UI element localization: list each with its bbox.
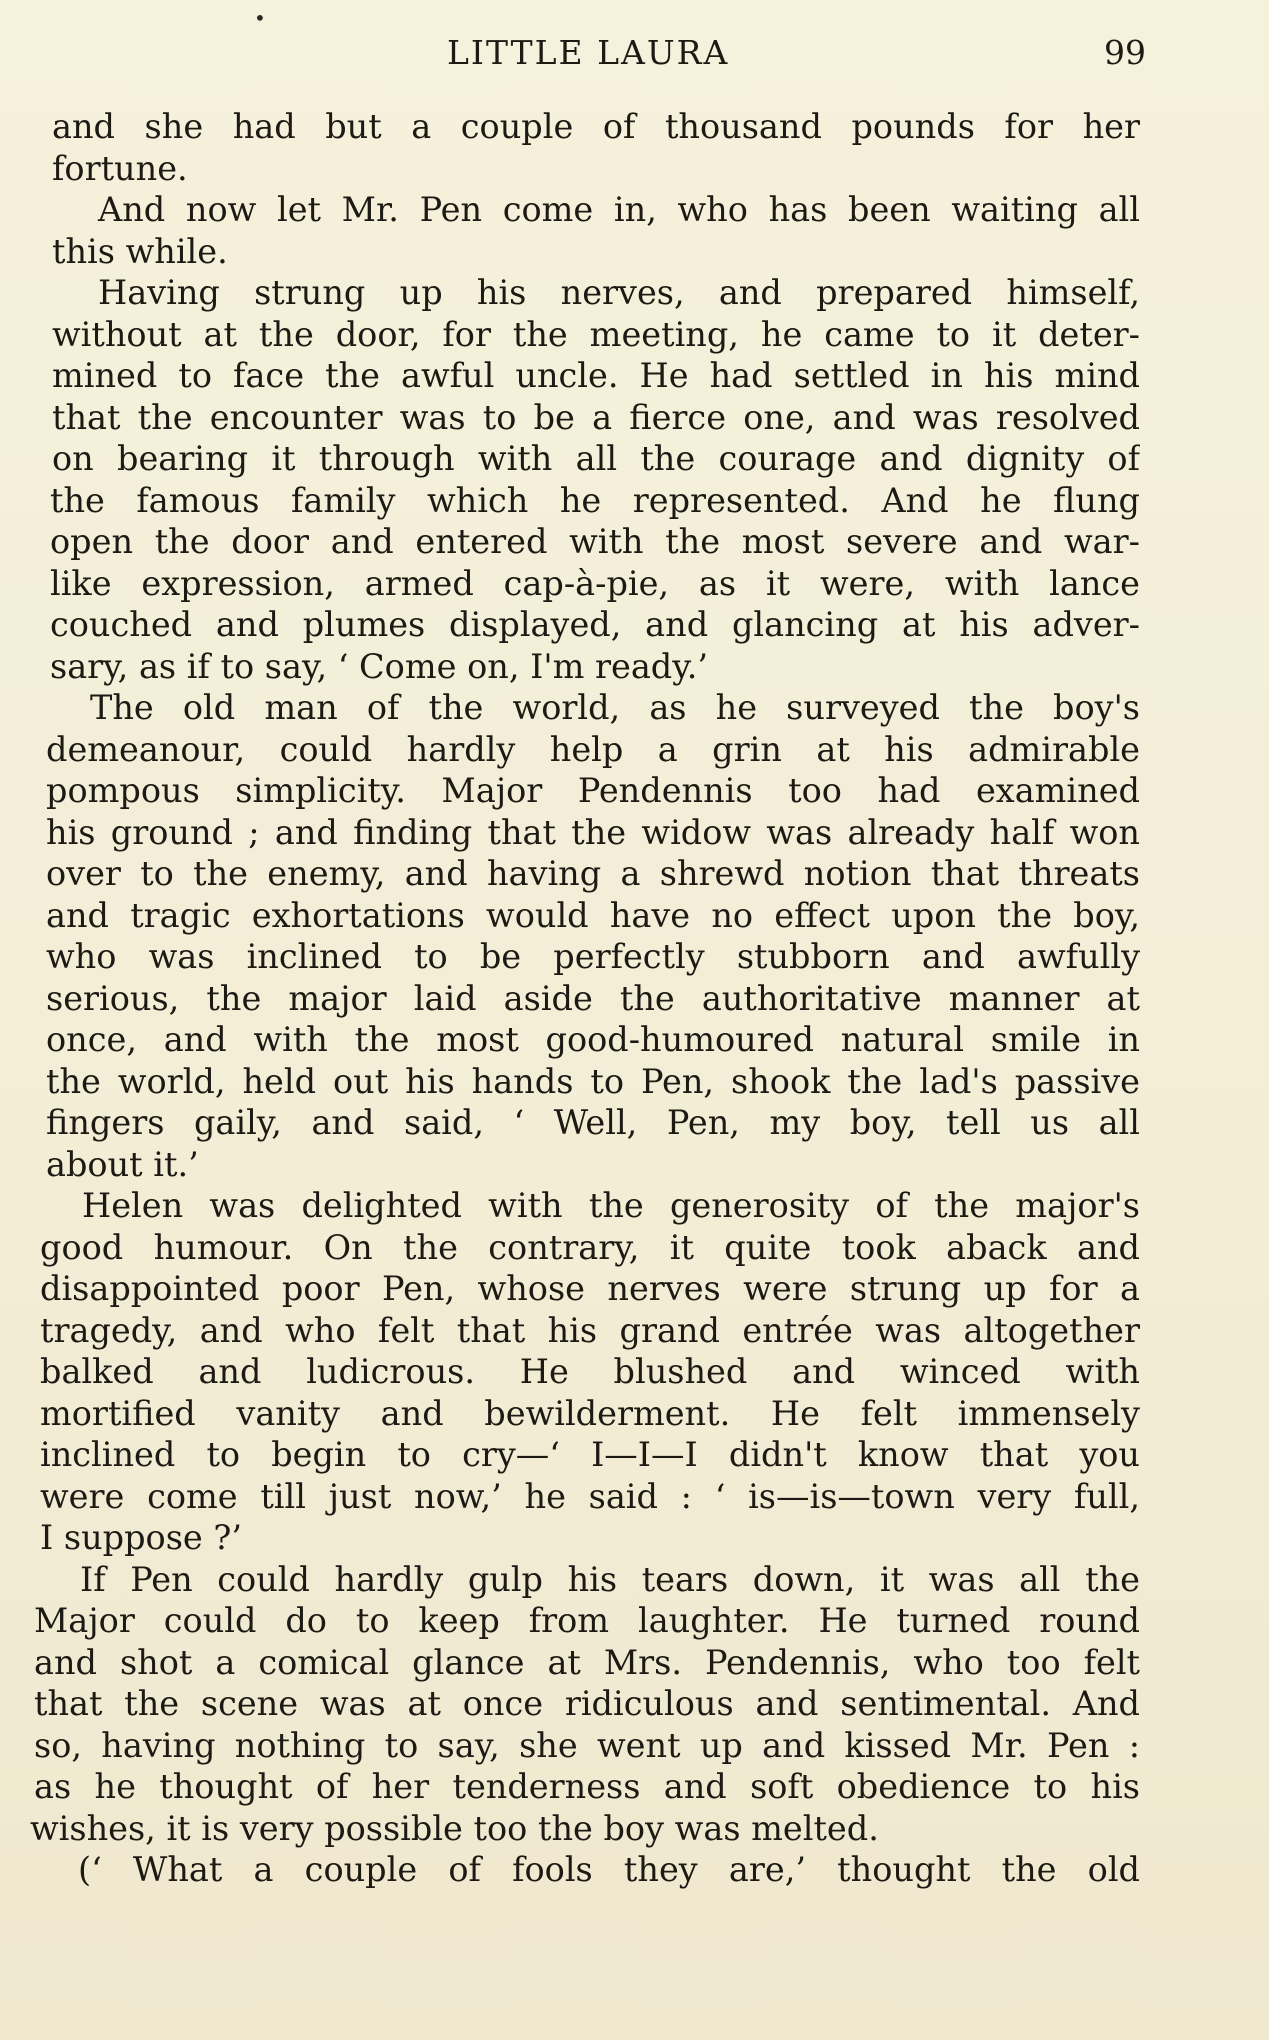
text-line: as he thought of her tenderness and soft obedience to his	[34, 1767, 1140, 1806]
text-line: that the scene was at once ridiculous and sentimental. And	[34, 1684, 1140, 1723]
text-line: sary, as if to say, ‘ Come on, I'm ready.’	[50, 646, 709, 686]
text-line: demeanour, could hardly help a grin at his admirable	[46, 729, 1140, 769]
body-text	[30, 106, 1140, 1891]
text-line: good humour. On the contrary, it quite took aback and	[40, 1227, 1140, 1267]
text-line: fortune.	[52, 148, 188, 188]
text-line: mined to face the awful uncle. He had settled in his mind	[52, 356, 1140, 395]
text-line: his ground ; and finding that the widow was already half won	[46, 812, 1140, 852]
text-line: pompous simplicity. Major Pendennis too had examined	[46, 771, 1140, 810]
text-line: that the encounter was to be a fierce one, and was resolved	[52, 397, 1140, 437]
text-line: mortified vanity and bewilderment. He felt immensely	[40, 1393, 1140, 1433]
text-line: balked and ludicrous. He blushed and winced with	[40, 1352, 1140, 1391]
text-line: Major could do to keep from laughter. He turned round	[34, 1601, 1140, 1640]
text-line: were come till just now,’ he said : ‘ is—is—town very full,	[40, 1476, 1140, 1516]
text-line: serious, the major laid aside the authoritative manner at	[46, 978, 1140, 1018]
text-line: so, having nothing to say, she went up and kissed Mr. Pen :	[34, 1725, 1140, 1765]
text-line: inclined to begin to cry—‘ I—I—I didn't know that you	[40, 1435, 1140, 1474]
text-line: wishes, it is very possible too the boy was melted.	[30, 1808, 879, 1848]
text-line: without at the door, for the meeting, he came to it deter-	[52, 314, 1140, 354]
text-line: The old man of the world, as he surveyed the boy's	[90, 688, 1140, 727]
text-line: and tragic exhortations would have no effect upon the boy,	[46, 895, 1140, 935]
text-line: Helen was delighted with the generosity of the major's	[82, 1186, 1140, 1225]
text-line: once, and with the most good-humoured natural smile in	[46, 1020, 1140, 1059]
text-line: couched and plumes displayed, and glancing at his adver-	[50, 605, 1140, 644]
text-line: and she had but a couple of thousand pounds for her	[52, 107, 1140, 146]
text-line: the world, held out his hands to Pen, shook the lad's passive	[46, 1061, 1140, 1101]
text-line: If Pen could hardly gulp his tears down, it was all the	[80, 1559, 1140, 1599]
text-line: who was inclined to be perfectly stubborn and awfully	[46, 937, 1140, 976]
running-head	[40, 33, 1146, 77]
text-line: over to the enemy, and having a shrewd notion that threats	[46, 854, 1140, 893]
text-line: and shot a comical glance at Mrs. Pendennis, who too felt	[34, 1642, 1140, 1682]
text-line: tragedy, and who felt that his grand entrée was altogether	[40, 1310, 1140, 1350]
page-number: 99	[1104, 33, 1146, 72]
running-title: LITTLE LAURA	[447, 33, 730, 72]
text-line: (‘ What a couple of fools they are,’ thought the old	[78, 1850, 1140, 1889]
text-line: Having strung up his nerves, and prepared himself,	[98, 273, 1140, 312]
text-line: on bearing it through with all the courage and dignity of	[52, 439, 1140, 478]
text-line: fingers gaily, and said, ‘ Well, Pen, my boy, tell us all	[46, 1103, 1140, 1142]
text-line: And now let Mr. Pen come in, who has been waiting all	[98, 190, 1140, 229]
text-line: this while.	[52, 231, 228, 271]
text-line: disappointed poor Pen, whose nerves were strung up for a	[40, 1269, 1140, 1308]
text-line: about it.’	[46, 1144, 199, 1184]
text-line: the famous family which he represented. And he flung	[50, 480, 1140, 520]
ornament-dot: •	[254, 6, 266, 30]
text-line: open the door and entered with the most severe and war-	[50, 522, 1140, 561]
text-line: I suppose ?’	[40, 1518, 242, 1557]
text-line: like expression, armed cap-à-pie, as it were, with lance	[50, 563, 1140, 603]
